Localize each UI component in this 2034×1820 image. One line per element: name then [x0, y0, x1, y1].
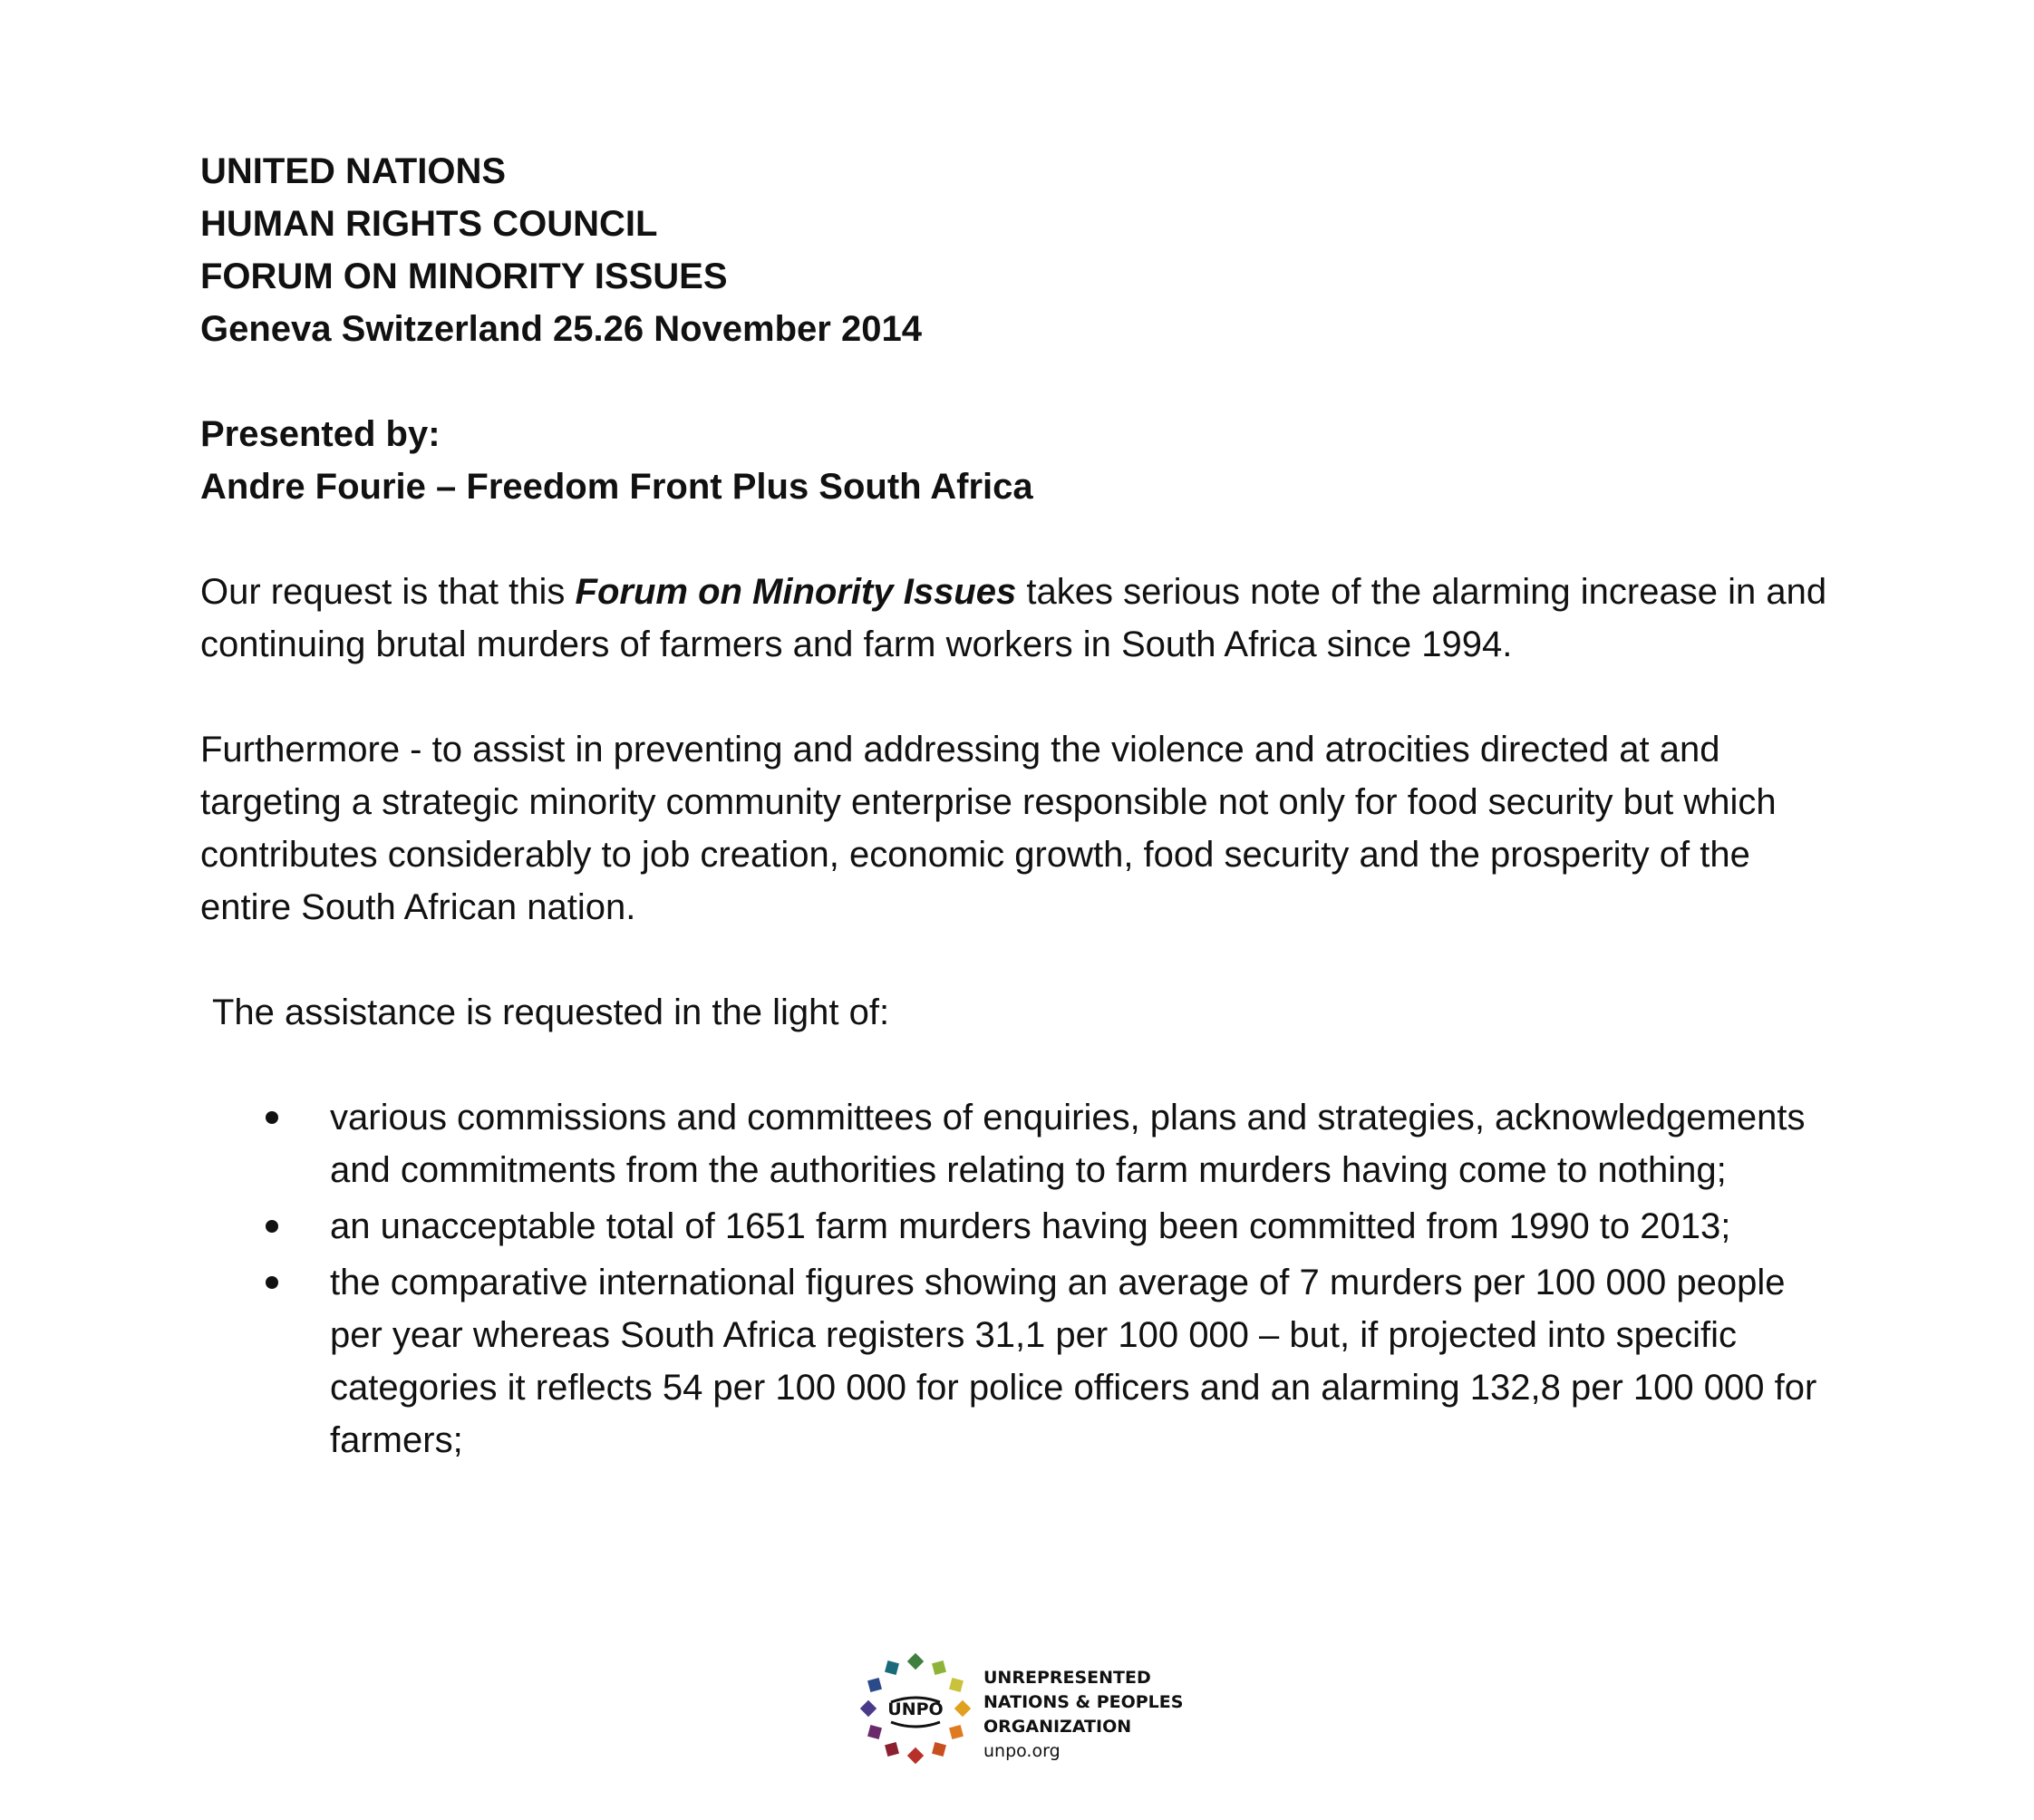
logo-line-1: UNREPRESENTED: [983, 1668, 1151, 1688]
presenter-name: Andre Fourie – Freedom Front Plus South Africa: [200, 467, 1033, 507]
logo-ring-segment: [867, 1725, 882, 1739]
bullet-icon: [266, 1220, 278, 1233]
header-line-forum: FORUM ON MINORITY ISSUES: [200, 257, 728, 296]
unpo-logo: [857, 1650, 1201, 1767]
forum-name-emphasis: Forum on Minority Issues: [575, 572, 1017, 612]
header-line-organization: UNITED NATIONS: [200, 151, 507, 191]
logo-ring-segment: [885, 1742, 899, 1757]
logo-ring-segment: [932, 1742, 946, 1757]
logo-ring-segment: [907, 1747, 924, 1764]
furthermore-paragraph: Furthermore - to assist in preventing and addressing the violence and atrocities directed at and targeting a strategic minority community enterprise responsible not only for food security but which contributes considerably to job creation, economic growth, food security and the prosperity of the entire South African nation.: [200, 730, 1777, 927]
logo-wordmark: [983, 1666, 1183, 1764]
reasons-list: [200, 1091, 1832, 1467]
logo-ring-segment: [867, 1678, 882, 1692]
logo-ring-segment: [949, 1725, 964, 1739]
list-item: [200, 1256, 1832, 1467]
logo-ring-segment: [954, 1700, 971, 1717]
logo-mark-text: UNPO: [887, 1699, 944, 1719]
bullet-icon: [266, 1276, 278, 1289]
document-header: [200, 145, 1832, 355]
assistance-intro: The assistance is requested in the light of:: [212, 992, 890, 1032]
presenter-label: Presented by:: [200, 414, 441, 454]
logo-ring-segment: [949, 1678, 964, 1692]
header-line-council: HUMAN RIGHTS COUNCIL: [200, 204, 658, 244]
logo-ring-segment: [885, 1660, 899, 1675]
list-item-text: an unacceptable total of 1651 farm murders having been committed from 1990 to 2013;: [330, 1206, 1731, 1246]
list-item-text: the comparative international figures showing an average of 7 murders per 100 000 people per year whereas South Africa registers 31,1 per 100 000 – but, if projected into specific categories it reflects 54 per 100 000 for police officers and an alarming 132,8 per 100 000 for farmers;: [330, 1263, 1817, 1460]
request-paragraph: [200, 566, 1832, 671]
logo-line-2: NATIONS & PEOPLES: [983, 1692, 1184, 1712]
logo-line-3: ORGANIZATION: [983, 1717, 1132, 1737]
unpo-ring-logo-icon: [857, 1650, 974, 1767]
document-body: [200, 145, 1832, 1470]
list-item-text: various commissions and committees of enquiries, plans and strategies, acknowledgements and commitments from the authorities relating to farm murders having come to nothing;: [330, 1098, 1806, 1190]
logo-ring-segment: [932, 1660, 946, 1675]
presenter-block: [200, 408, 1832, 513]
logo-url: unpo.org: [983, 1741, 1061, 1761]
request-paragraph-end: takes serious note of the alarming increase in and continuing brutal murders of farmers and farm workers in South Africa since 1994.: [200, 572, 1827, 664]
logo-ring-segment: [907, 1653, 924, 1670]
request-paragraph-start: Our request is that this: [200, 572, 576, 612]
bullet-icon: [266, 1111, 278, 1124]
logo-ring-segment: [860, 1700, 877, 1717]
header-line-location-date: Geneva Switzerland 25.26 November 2014: [200, 309, 922, 349]
list-item: [200, 1091, 1832, 1196]
list-item: [200, 1200, 1832, 1253]
